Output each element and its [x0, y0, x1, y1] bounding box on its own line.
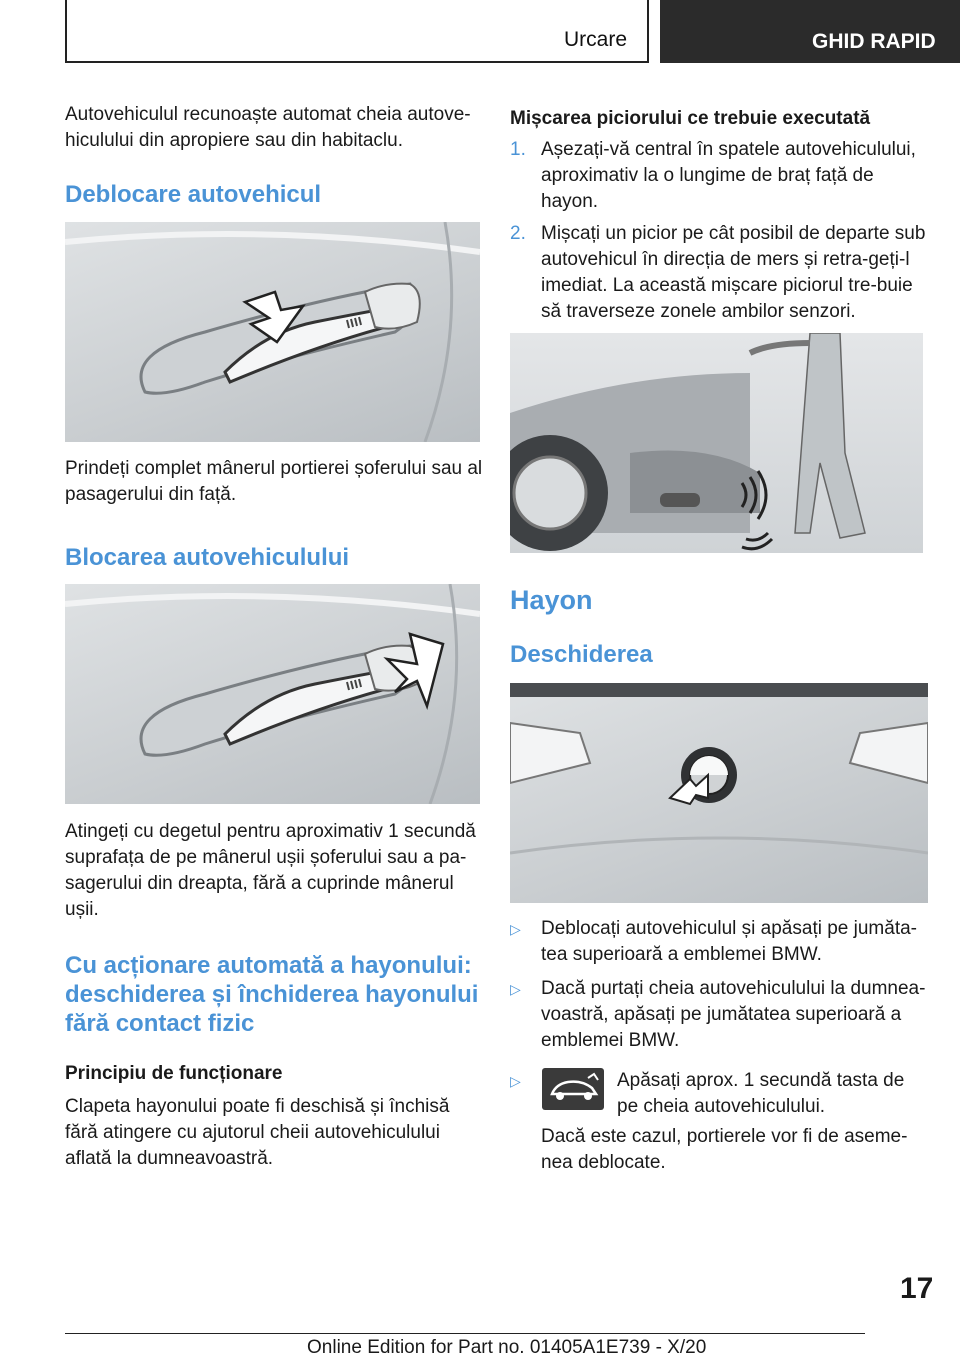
header-frame — [65, 0, 649, 63]
door-handle-lock-illustration — [65, 584, 480, 804]
tailgate-emblem-image — [510, 683, 928, 903]
step-item — [510, 221, 928, 325]
footer-divider — [65, 1333, 865, 1334]
unlock-text: Prindeți complet mânerul portierei șoferului sau al pasagerului din față. — [65, 458, 483, 505]
tailgate-emblem-illustration — [510, 683, 928, 903]
principle-text: Clapeta hayonului poate fi deschisă și închisă fără atingere cu ajutorul cheii autovehiculului aflată la dumneavoastră. — [65, 1096, 450, 1169]
unlock-heading: Deblocare autovehicul — [65, 181, 322, 208]
step-text: Mișcați un picior pe cât posibil de departe sub autovehicul în direcția de mers și retra-geți-l imediat. La această mișcare piciorul tre-buie să traverseze zonele ambilor senzori. — [541, 223, 926, 322]
section-title: Urcare — [563, 28, 627, 51]
quick-guide-tab[interactable]: GHID RAPID — [660, 0, 960, 63]
door-handle-lock-image — [65, 584, 480, 804]
step-number: 2. — [510, 223, 526, 244]
lock-heading: Blocarea autovehiculului — [65, 544, 350, 571]
page-number: 17 — [900, 1272, 934, 1305]
principle-heading: Principiu de funcționare — [65, 1063, 283, 1084]
intro-text: Autovehiculul recunoaște automat cheia autove-hiculului din apropiere sau din habitaclu. — [65, 104, 471, 151]
key-text: Apăsați aprox. 1 secundă tasta de pe cheia autovehiculului. — [617, 1070, 905, 1117]
foot-motion-steps — [510, 137, 928, 331]
car-trunk-key-icon — [542, 1068, 604, 1110]
step-text: Așezați-vă central în spatele autovehiculului, aproximativ la o lungime de braț față de hayon. — [541, 139, 916, 212]
foot-sensor-image — [510, 333, 923, 553]
instruction-text: Deblocați autovehiculul și apăsați pe jumăta-tea superioară a emblemei BMW. — [541, 918, 917, 965]
footer-edition: Online Edition for Part no. 01405A1E739 - X/20 — [307, 1337, 707, 1358]
open-heading: Deschiderea — [510, 641, 653, 668]
bullet-triangle-icon: ▷ — [510, 981, 521, 997]
foot-sensor-illustration — [510, 333, 923, 553]
instruction-text: Dacă purtați cheia autovehiculului la dumnea-voastră, apăsați pe jumătatea superioară a emblemei BMW. — [541, 978, 926, 1051]
door-handle-illustration — [65, 222, 480, 442]
lock-text: Atingeți cu degetul pentru aproximativ 1 secundă suprafața de pe mânerul ușii șoferului sau a pa-sagerului din dreapta, fără a cuprinde mânerul ușii. — [65, 821, 476, 920]
bullet-triangle-icon: ▷ — [510, 921, 521, 937]
instruction-item — [510, 916, 928, 968]
key-followup-text: Dacă este cazul, portierele vor fi de aseme-nea deblocate. — [541, 1126, 908, 1173]
foot-motion-heading: Mișcarea piciorului ce trebuie executată — [510, 108, 871, 129]
auto-tailgate-heading: Cu acționare automată a hayonului: deschiderea și închiderea hayonului fără contact fizic — [65, 952, 479, 1037]
step-item — [510, 137, 928, 215]
bullet-triangle-icon: ▷ — [510, 1073, 521, 1089]
hayon-heading: Hayon — [510, 585, 593, 615]
door-handle-unlock-image — [65, 222, 480, 442]
instruction-item — [510, 976, 928, 1054]
open-instructions — [510, 916, 928, 1062]
step-number: 1. — [510, 139, 526, 160]
trunk-car-icon — [542, 1068, 604, 1110]
